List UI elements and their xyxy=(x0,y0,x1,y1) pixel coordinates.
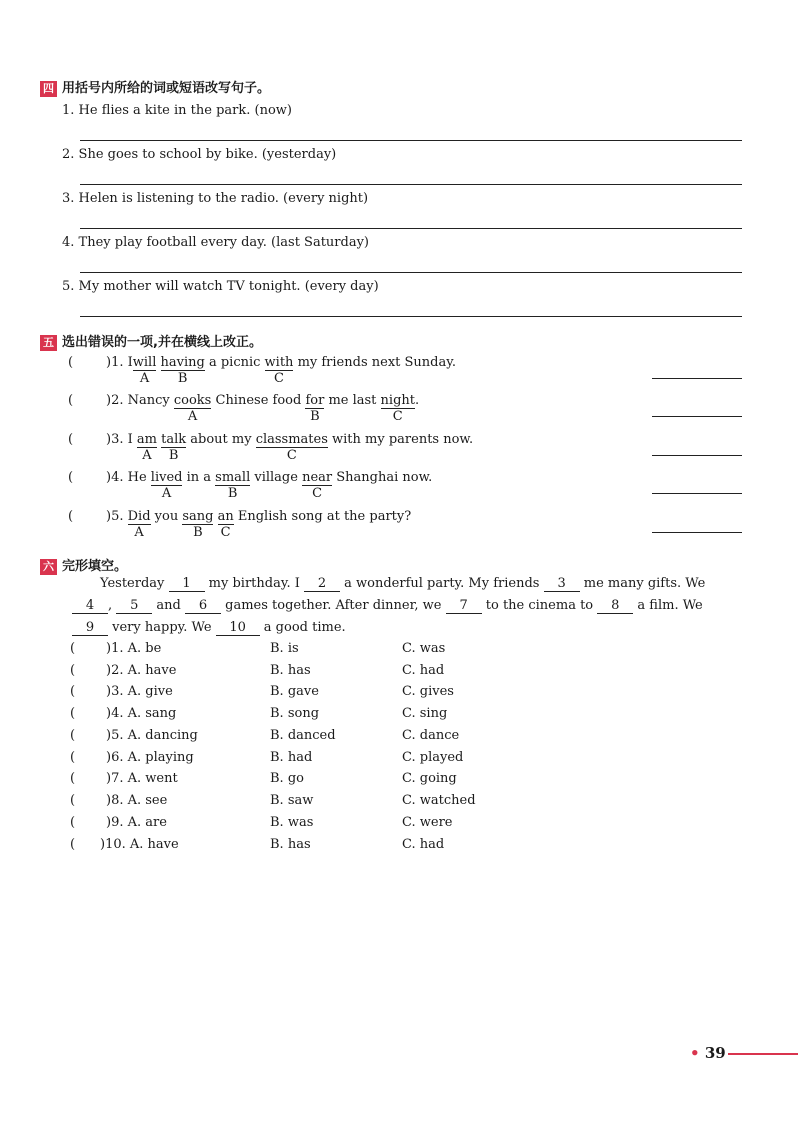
option-c: C. watched xyxy=(402,793,476,808)
option-b: B. saw xyxy=(270,793,314,808)
answer-line-1[interactable] xyxy=(80,140,742,141)
passage-line-2: 4 , 5 and 6 games together. After dinner, we 7 to the cinema to 8 a film. We xyxy=(72,598,703,614)
option-c: an C xyxy=(217,509,234,540)
footer-accent-line xyxy=(728,1053,798,1055)
rewrite-item-2: 2. She goes to school by bike. (yesterday) xyxy=(62,147,337,162)
option-c: night C xyxy=(380,393,415,424)
option-c: C. dance xyxy=(402,728,460,743)
option-a: am A xyxy=(136,432,157,463)
option-c: near C xyxy=(302,470,333,501)
option-b: B. danced xyxy=(270,728,336,743)
option-b: B. song xyxy=(270,706,320,721)
option-b: for B xyxy=(305,393,325,424)
error-item-1-paren[interactable]: ( xyxy=(68,355,74,370)
item-number: )1. I xyxy=(106,355,133,370)
option-a: Did A xyxy=(127,509,151,540)
cloze-blank-2[interactable]: 2 xyxy=(304,577,340,592)
option-paren[interactable]: ( xyxy=(70,815,76,830)
item-number: )4. He xyxy=(106,470,151,485)
option-paren[interactable]: ( xyxy=(70,663,76,678)
option-a: )5. A. dancing xyxy=(106,728,198,743)
correction-line-3[interactable] xyxy=(652,455,742,456)
error-item-4: )4. He lived A in a small B village near C Shanghai now. xyxy=(106,470,433,501)
error-item-3: )3. I am A talk B about my classmates C with my parents now. xyxy=(106,432,474,463)
option-c: C. sing xyxy=(402,706,448,721)
page-number-text: 39 xyxy=(704,1044,726,1062)
option-a: )7. A. went xyxy=(106,771,178,786)
option-paren[interactable]: ( xyxy=(70,750,76,765)
option-b: B. has xyxy=(270,837,311,852)
passage-line-3: 9 very happy. We 10 a good time. xyxy=(72,620,346,636)
section-4-title: 用括号内所给的词或短语改写句子。 xyxy=(62,81,271,96)
correction-line-1[interactable] xyxy=(652,378,742,379)
correction-line-5[interactable] xyxy=(652,532,742,533)
cloze-blank-3[interactable]: 3 xyxy=(544,577,580,592)
option-a: )9. A. are xyxy=(106,815,167,830)
option-a: cooks A xyxy=(173,393,212,424)
item-number: )5. xyxy=(106,509,128,524)
section-5-header xyxy=(40,331,262,351)
cloze-blank-5[interactable]: 5 xyxy=(116,599,152,614)
rewrite-item-5: 5. My mother will watch TV tonight. (every day) xyxy=(62,279,379,294)
page-bullet: • xyxy=(690,1044,700,1062)
option-c: C. had xyxy=(402,837,445,852)
section-4-badge: 四 xyxy=(40,81,57,97)
option-a: )6. A. playing xyxy=(106,750,194,765)
answer-line-3[interactable] xyxy=(80,228,742,229)
section-6-header xyxy=(40,555,127,575)
cloze-blank-9[interactable]: 9 xyxy=(72,621,108,636)
section-5-title: 选出错误的一项,并在横线上改正。 xyxy=(62,335,262,350)
option-a: lived A xyxy=(150,470,183,501)
rewrite-item-4: 4. They play football every day. (last Saturday) xyxy=(62,235,370,250)
option-b: B. is xyxy=(270,641,299,656)
error-item-2: )2. Nancy cooks A Chinese food for B me last night C . xyxy=(106,393,420,424)
option-b: talk B xyxy=(161,432,187,463)
rewrite-item-1: 1. He flies a kite in the park. (now) xyxy=(62,103,292,118)
cloze-blank-6[interactable]: 6 xyxy=(185,599,221,614)
option-b: sang B xyxy=(182,509,214,540)
option-c: C. going xyxy=(402,771,457,786)
option-c: with C xyxy=(264,355,294,386)
option-paren[interactable]: ( xyxy=(70,684,76,699)
item-number: )2. Nancy xyxy=(106,393,174,408)
correction-line-4[interactable] xyxy=(652,493,742,494)
option-c: C. was xyxy=(402,641,446,656)
error-item-2-paren[interactable]: ( xyxy=(68,393,74,408)
option-paren[interactable]: ( xyxy=(70,641,76,656)
cloze-blank-4[interactable]: 4 xyxy=(72,599,108,614)
option-c: C. played xyxy=(402,750,464,765)
option-a: )4. A. sang xyxy=(106,706,177,721)
option-a: )8. A. see xyxy=(106,793,168,808)
passage-line-1: Yesterday 1 my birthday. I 2 a wonderful party. My friends 3 me many gifts. We xyxy=(100,576,706,591)
option-b: B. had xyxy=(270,750,313,765)
option-c: C. had xyxy=(402,663,445,678)
option-paren[interactable]: ( xyxy=(70,837,76,852)
error-item-5-paren[interactable]: ( xyxy=(68,509,74,524)
option-paren[interactable]: ( xyxy=(70,771,76,786)
section-6-badge: 六 xyxy=(40,559,57,575)
section-4-header xyxy=(40,77,270,97)
option-a: )3. A. give xyxy=(106,684,173,699)
option-b: having B xyxy=(160,355,205,386)
option-c: C. gives xyxy=(402,684,454,699)
cloze-blank-10[interactable]: 10 xyxy=(216,621,260,636)
cloze-blank-7[interactable]: 7 xyxy=(446,599,482,614)
option-paren[interactable]: ( xyxy=(70,706,76,721)
item-number: )3. I xyxy=(106,432,137,447)
answer-line-4[interactable] xyxy=(80,272,742,273)
rewrite-item-3: 3. Helen is listening to the radio. (every night) xyxy=(62,191,369,206)
option-b: B. gave xyxy=(270,684,319,699)
answer-line-2[interactable] xyxy=(80,184,742,185)
option-b: B. has xyxy=(270,663,311,678)
error-item-3-paren[interactable]: ( xyxy=(68,432,74,447)
correction-line-2[interactable] xyxy=(652,416,742,417)
section-5-badge: 五 xyxy=(40,335,57,351)
error-item-1: )1. Iwill A having B a picnic with C my friends next Sunday. xyxy=(106,355,456,386)
option-a: )1. A. be xyxy=(106,641,162,656)
answer-line-5[interactable] xyxy=(80,316,742,317)
cloze-blank-1[interactable]: 1 xyxy=(169,577,205,592)
option-a: will A xyxy=(132,355,157,386)
option-b: B. go xyxy=(270,771,304,786)
option-a: )10. A. have xyxy=(100,837,179,852)
option-paren[interactable]: ( xyxy=(70,793,76,808)
page-number xyxy=(690,1044,726,1062)
option-b: small B xyxy=(215,470,251,501)
error-item-4-paren[interactable]: ( xyxy=(68,470,74,485)
section-6-title: 完形填空。 xyxy=(62,559,128,574)
option-paren[interactable]: ( xyxy=(70,728,76,743)
option-c: classmates C xyxy=(255,432,328,463)
cloze-blank-8[interactable]: 8 xyxy=(597,599,633,614)
option-c: C. were xyxy=(402,815,453,830)
option-b: B. was xyxy=(270,815,314,830)
error-item-5: )5. Did A you sang B an C English song at the party? xyxy=(106,509,412,540)
option-a: )2. A. have xyxy=(106,663,177,678)
